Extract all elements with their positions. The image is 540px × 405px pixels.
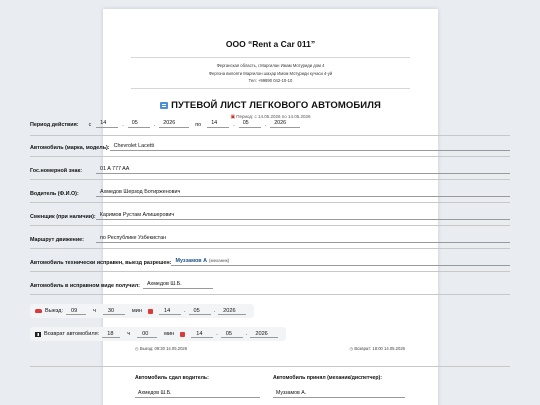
divider — [30, 271, 510, 272]
inspection-label: Автомобиль технически исправен, выезд разрешен: — [30, 260, 172, 266]
return-box: Возврат автомобиля: 18 ч 00 мин 14 . 05 . 2026 — [30, 327, 286, 341]
company-address — [131, 62, 410, 85]
divider — [30, 135, 510, 136]
divider — [30, 366, 510, 367]
route-field[interactable]: по Республике Узбекистан — [96, 235, 510, 243]
period-from-month[interactable]: 05 — [128, 120, 150, 128]
phone: Тел: +99890 042-10-10 — [248, 78, 293, 83]
plate-field[interactable]: 01 A 777 AA — [96, 166, 510, 174]
period-to-month[interactable]: 05 — [239, 120, 261, 128]
divider — [30, 179, 510, 180]
period-row: Период действия: с 14 . 05 . 2026 по 14 . 05 . 2026 — [30, 120, 510, 128]
return-year[interactable]: 2026 — [250, 331, 278, 338]
period-from-word: с — [88, 122, 92, 128]
calendar-icon — [180, 332, 185, 337]
route-row — [30, 235, 510, 243]
handed-field[interactable]: Ахмедов Ш.Б. — [135, 390, 260, 398]
calendar-icon — [148, 309, 153, 314]
departure-month[interactable]: 05 — [189, 308, 211, 315]
route-label: Маршрут движение: — [30, 237, 84, 243]
return-summary: ◷ Возврат: 18:00 14.05.2026 — [349, 346, 405, 351]
departure-label: Выезд: — [45, 308, 63, 314]
mechanic-name: Муззамов А — [175, 258, 207, 264]
address-uz: Фергона вилояти Марғилон шаҳар Имом Мотуриди кучаси 4-уй — [208, 70, 333, 76]
accepted-field[interactable]: Муззамов А. — [273, 390, 405, 398]
divider — [30, 294, 510, 295]
relief-driver-label: Сменщик (при наличии): — [30, 214, 96, 220]
received-label: Автомобиль в исправном виде получил: — [30, 283, 140, 289]
document-title: ПУТЕВОЙ ЛИСТ ЛЕГКОВОГО АВТОМОБИЛЯ — [131, 100, 410, 111]
relief-driver-row — [30, 212, 510, 220]
divider — [30, 248, 510, 249]
driver-row — [30, 189, 510, 197]
car-icon — [35, 309, 42, 313]
driver-signature-block — [135, 375, 260, 398]
received-row — [30, 281, 510, 289]
driver-field[interactable]: Ахмедов Шерзод Ботирженович — [96, 189, 510, 197]
accepted-label: Автомобиль принял (механик/диспетчер): — [273, 375, 382, 381]
relief-driver-field[interactable]: Каримов Рустам Алишерович — [96, 212, 510, 220]
return-label: Возврат автомобиля: — [44, 331, 100, 337]
hour-unit: ч — [93, 308, 96, 314]
period-summary: ▣Период: с 14.05.2026 по 14.05.2026 — [230, 113, 311, 120]
car-field[interactable]: Chevrolet Lacetti — [110, 143, 510, 151]
departure-summary: ◷ Выезд: 09:30 14.05.2026 — [135, 346, 188, 351]
company-name: ООО “Rent a Car 011” — [225, 39, 316, 49]
return-minute[interactable]: 00 — [137, 331, 157, 338]
divider — [30, 156, 510, 157]
address-ru: Ферганская область, г.Маргилан Имам Мотуриди дом 4 — [216, 63, 325, 68]
handed-label: Автомобиль сдал водитель: — [135, 375, 209, 381]
plate-label: Гос.номерной знак: — [30, 168, 83, 174]
driver-label: Водитель (Ф.И.О): — [30, 191, 79, 197]
finish-flag-icon — [35, 332, 41, 337]
divider — [131, 57, 410, 58]
return-month[interactable]: 05 — [221, 331, 243, 338]
mechanic-role: (механик) — [209, 258, 230, 263]
period-from-year[interactable]: 2026 — [159, 120, 189, 128]
departure-box: Выезд: 09 ч 30 мин 14 . 05 . 2026 — [30, 304, 254, 318]
minute-unit: мин — [131, 308, 142, 314]
car-row — [30, 143, 510, 151]
mechanic-signature-block — [273, 375, 405, 398]
return-hour[interactable]: 18 — [102, 331, 120, 338]
departure-day[interactable]: 14 — [159, 308, 181, 315]
divider — [131, 88, 410, 89]
calendar-icon: ▣ — [230, 113, 236, 120]
period-to-day[interactable]: 14 — [207, 120, 229, 128]
period-from-day[interactable]: 14 — [96, 120, 118, 128]
minute-unit: мин — [164, 331, 175, 337]
received-field[interactable]: Ахмедов Ш.Б. — [143, 281, 213, 289]
inspection-row — [30, 258, 510, 266]
divider — [30, 202, 510, 203]
departure-year[interactable]: 2026 — [218, 308, 246, 315]
return-day[interactable]: 14 — [191, 331, 213, 338]
divider — [30, 225, 510, 226]
period-to-year[interactable]: 2026 — [270, 120, 300, 128]
departure-hour[interactable]: 09 — [66, 308, 86, 315]
period-to-word: по — [195, 122, 202, 128]
plate-row — [30, 166, 510, 174]
departure-minute[interactable]: 30 — [103, 308, 125, 315]
hour-unit: ч — [127, 331, 131, 337]
car-label: Автомобиль (марка, модель): — [30, 145, 110, 151]
document-icon — [160, 102, 168, 109]
period-label: Период действия: — [30, 122, 79, 128]
inspection-field[interactable] — [171, 258, 510, 266]
